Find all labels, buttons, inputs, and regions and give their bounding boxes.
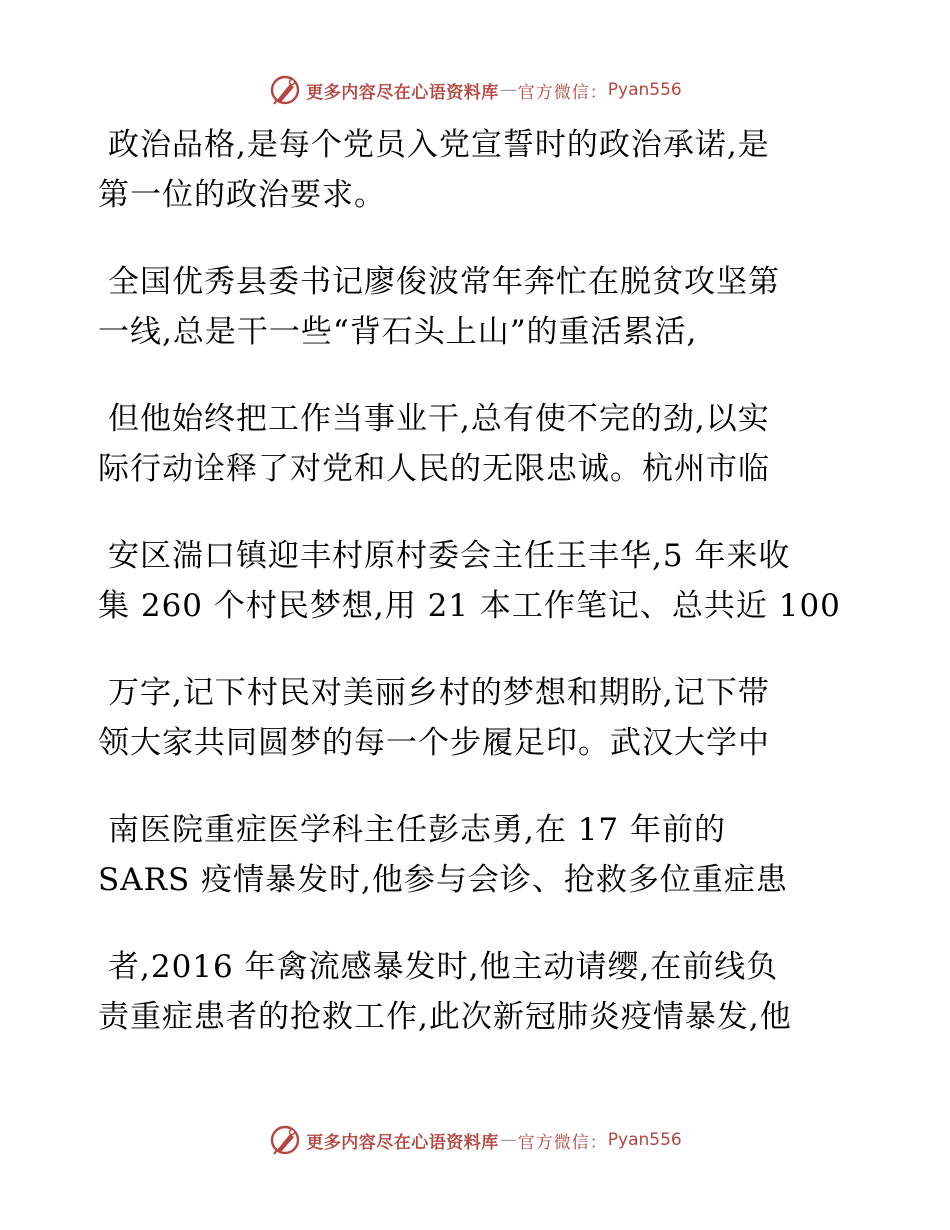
text-line: 南医院重症医学科主任彭志勇,在 17 年前的	[108, 812, 727, 848]
header-banner	[0, 73, 950, 107]
paragraph	[98, 531, 858, 631]
header-wechat-label: 官方微信：	[517, 82, 608, 103]
text-line: 集 260 个村民梦想,用 21 本工作笔记、总共近 100	[98, 588, 841, 624]
footer-promo-text: 更多内容尽在心语资料库	[306, 1132, 499, 1153]
footer-wechat-label: 官方微信：	[517, 1132, 608, 1153]
paragraph	[98, 120, 858, 220]
paragraph	[98, 257, 858, 357]
text-line: 全国优秀县委书记廖俊波常年奔忙在脱贫攻坚第	[108, 264, 780, 300]
text-line: 者,2016 年禽流感暴发时,他主动请缨,在前线负	[108, 949, 779, 985]
paragraph	[98, 942, 858, 1042]
footer-wechat-id: Pyan556	[607, 1130, 682, 1150]
quill-pen-logo-icon	[268, 1123, 302, 1157]
text-line: 一线,总是干一些“背石头上山”的重活累活,	[98, 314, 698, 350]
text-line: 但他始终把工作当事业干,总有使不完的劲,以实	[108, 401, 770, 437]
text-line: 第一位的政治要求。	[98, 177, 386, 213]
header-promo-text: 更多内容尽在心语资料库	[306, 82, 499, 103]
text-line: 安区湍口镇迎丰村原村委会主任王丰华,5 年来收	[108, 538, 791, 574]
paragraph	[98, 394, 858, 494]
header-wechat-id: Pyan556	[607, 80, 682, 100]
paragraph	[98, 805, 858, 905]
footer-dash: —	[499, 1130, 517, 1150]
text-line: 责重症患者的抢救工作,此次新冠肺炎疫情暴发,他	[98, 999, 792, 1035]
quill-pen-logo-icon	[268, 73, 302, 107]
text-line: 万字,记下村民对美丽乡村的梦想和期盼,记下带	[108, 675, 770, 711]
footer-banner	[0, 1123, 950, 1157]
document-body	[98, 120, 858, 1042]
text-line: 政治品格,是每个党员入党宣誓时的政治承诺,是	[108, 127, 770, 163]
header-dash: —	[499, 80, 517, 100]
text-line: 际行动诠释了对党和人民的无限忠诚。杭州市临	[98, 451, 770, 487]
text-line: SARS 疫情暴发时,他参与会诊、抢救多位重症患	[98, 862, 788, 898]
text-line: 领大家共同圆梦的每一个步履足印。武汉大学中	[98, 725, 770, 761]
paragraph	[98, 668, 858, 768]
